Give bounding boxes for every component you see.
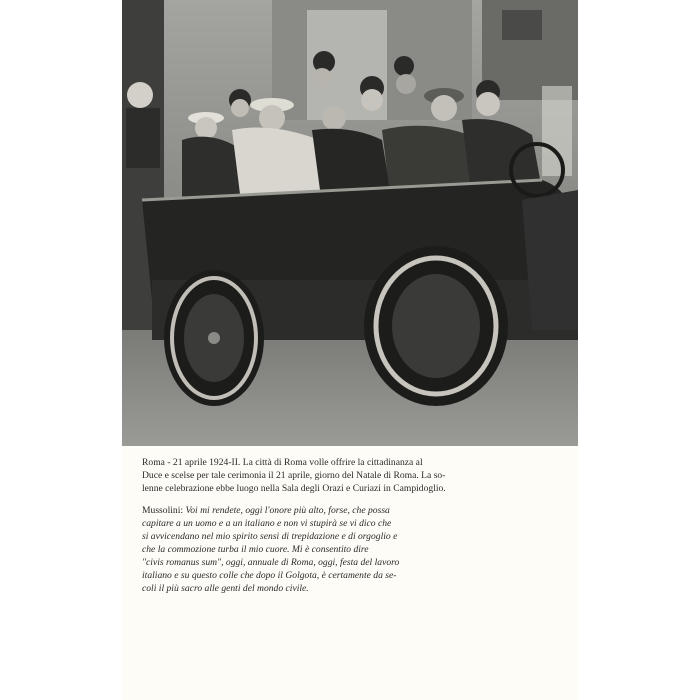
building-window [502,10,542,40]
quote-line: Voi mi rendete, oggi l'onore più alto, forse, che possa [185,505,390,516]
right-car-front [522,190,578,330]
rear-wheel [164,270,264,406]
photo-illustration [122,0,578,446]
quote-paragraph [142,504,562,595]
caption-block [142,456,562,595]
quote-line: italiano e su questo colle che dopo il Golgota, è certamente da se- [142,570,397,581]
quote-line: "civis romanus sum", oggi, annuale di Roma, oggi, festa del lavoro [142,557,400,568]
caption-line: lenne celebrazione ebbe luogo nella Sala degli Orazi e Curiazi in Campidoglio. [142,483,446,494]
book-page [122,0,578,700]
windshield [542,86,572,176]
quote-line: coli il più sacro alle genti del mondo civile. [142,583,309,594]
caption-line: Roma - 21 aprile 1924-II. La città di Roma volle offrire la cittadinanza al [142,457,423,468]
caption-line: Duce e scelse per tale cerimonia il 21 aprile, giorno del Natale di Roma. La so- [142,470,446,481]
quote-line: si avvicendano nel mio spirito sensi di trepidazione e di orgoglio e [142,531,398,542]
historical-photograph [122,0,578,446]
front-wheel [364,246,508,406]
quote-line: capitare a un uomo e a un italiano e non vi stupirà se vi dico che [142,518,392,529]
quote-line: che la commozione turba il mio cuore. Mi è consentito dire [142,544,369,555]
event-description [142,456,562,495]
quote-speaker: Mussolini: [142,505,184,516]
